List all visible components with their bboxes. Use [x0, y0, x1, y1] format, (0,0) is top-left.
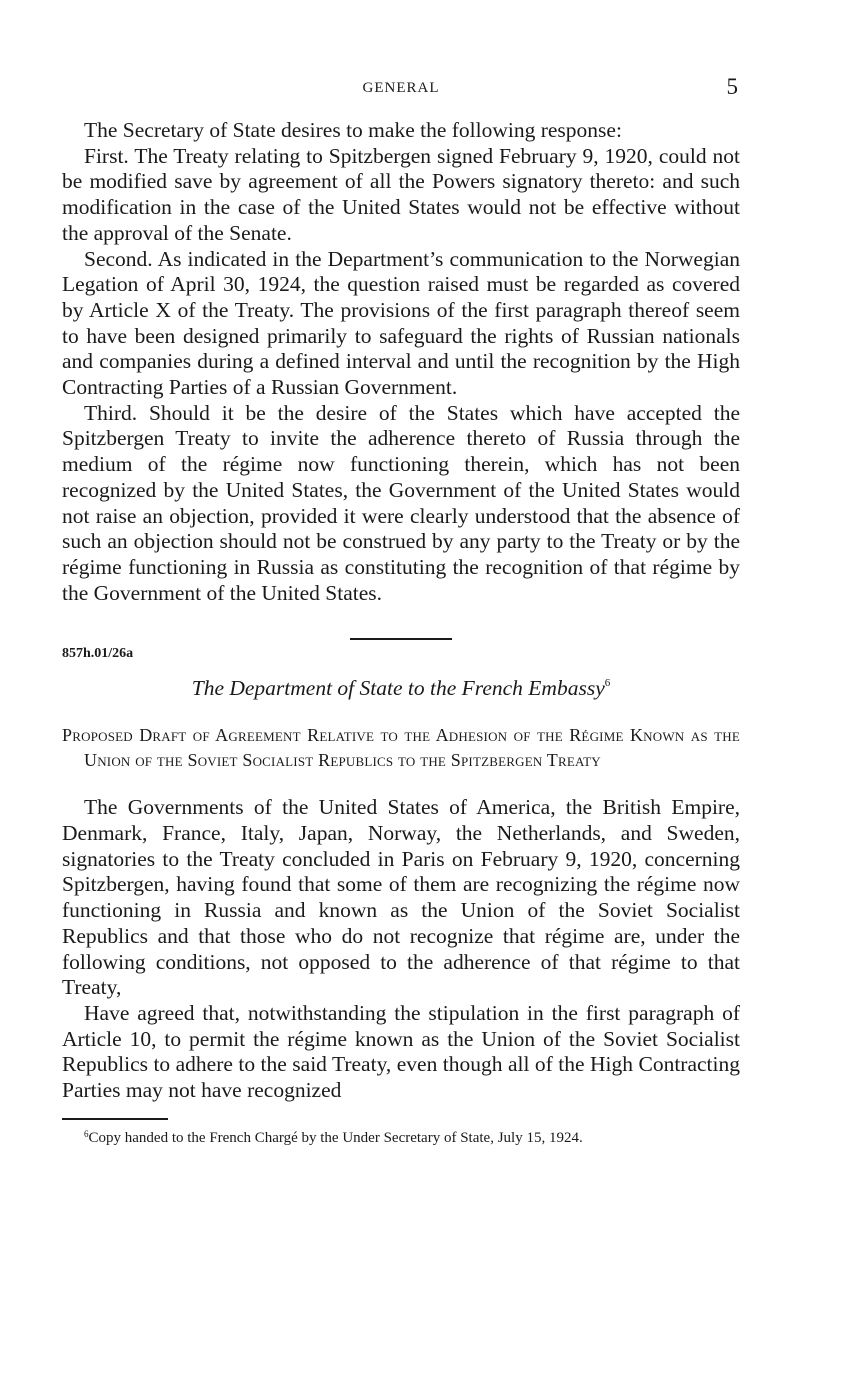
document-title-text: The Department of State to the French Embassy: [191, 676, 605, 701]
response-intro: The Secretary of State desires to make the following response:: [84, 118, 622, 142]
file-number: 857h.01/26a: [62, 646, 134, 662]
footnote: [62, 1124, 740, 1148]
document-caption: Proposed Draft of Agreement Relative to the Adhesion of the Régime Known as the Union of the Soviet Socialist Republics to the Spitzbergen Treaty: [62, 725, 740, 771]
response-third: Third. Should it be the desire of the States which have accepted the Spitzbergen Treaty to invite the adherence thereto of Russia through the medium of the régime now functioning therein, which has not been recognized by the United States, the Government of the United States would not raise an objection, provided it were clearly understood that the absence of such an objection should not be construed by any party to the Treaty or by the régime functioning in Russia as constituting the recognition of that régime by the Government of the United States.: [62, 400, 740, 605]
footnote-reference: 6: [604, 677, 611, 690]
response-section: [62, 118, 740, 606]
draft-paragraph-2: Have agreed that, notwithstanding the stipulation in the first paragraph of Article 10, to permit the régime known as the Union of the Soviet Socialist Republics to adhere to the said Treaty, even though all of the High Contracting Parties may not have recognized: [62, 1000, 740, 1103]
response-second: Second. As indicated in the Department’s communication to the Norwegian Legation of April 30, 1924, the question raised must be regarded as covered by Article X of the Treaty. The provisions of the first paragraph thereof seem to have been designed primarily to safeguard the rights of Russian nationals and companies during a defined interval and until the recognition by the High Contracting Parties of a Russian Government.: [62, 246, 740, 400]
document-page: [62, 74, 740, 1148]
running-title: GENERAL: [362, 80, 440, 96]
footnote-mark: 6: [84, 1128, 89, 1139]
page-number: 5: [726, 74, 738, 99]
footnote-text: Copy handed to the French Chargé by the Under Secretary of State, July 15, 1924.: [88, 1129, 583, 1146]
response-first: First. The Treaty relating to Spitzbergen signed February 9, 1920, could not be modified save by agreement of all the Powers signatory thereto: and such modification in the case of the United States would not be effective without the approval of the Senate.: [62, 143, 740, 245]
running-head: [62, 74, 740, 108]
document-title: [62, 676, 740, 701]
section-divider: [350, 638, 452, 640]
draft-paragraph-1: The Governments of the United States of America, the British Empire, Denmark, France, Italy, Japan, Norway, the Netherlands, and Sweden, signatories to the Treaty concluded in Paris on February 9, 1920, concerning Spitzbergen, having found that some of them are recognizing the régime now functioning in Russia and known as the Union of the Soviet Socialist Republics and that those who do not recognize that régime are, under the following conditions, not opposed to the adherence of that régime to that Treaty,: [62, 795, 740, 1000]
draft-agreement: [62, 795, 740, 1103]
footnote-divider: [62, 1118, 168, 1120]
